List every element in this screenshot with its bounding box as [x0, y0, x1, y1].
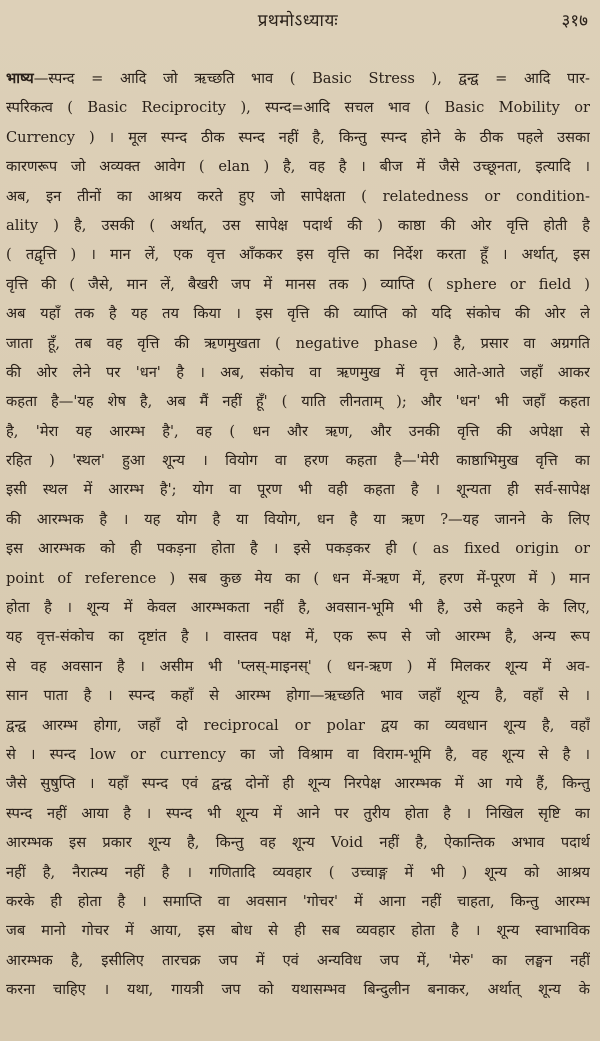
text-line: की आरम्भक है । यह योग है या वियोग, धन है या ऋण ?—यह जानने के लिए	[6, 510, 590, 528]
text-line: कहता है—'यह शेष है, अब मैं नहीं हूँ' ( याति लीनताम् ); और 'धन' भी जहाँ कहता	[6, 393, 590, 411]
page-header	[6, 4, 590, 40]
text-line: द्वन्द्व आरम्भ होगा, जहाँ दो reciprocal or polar द्वय का व्यवधान शून्य है, वहाँ	[6, 716, 590, 734]
text-line: वृत्ति की ( जैसे, मान लें, बैखरी जप में मानस तक ) व्याप्ति ( sphere or field )	[6, 275, 590, 293]
text-line: ality ) है, उसकी ( अर्थात्, उस सापेक्ष पदार्थ की ) काष्ठा की ओर वृत्ति होती है	[6, 216, 590, 234]
text-line: करना चाहिए । यथा, गायत्री जप को यथासम्भव बिन्दुलीन बनाकर, अर्थात् शून्य के	[6, 981, 590, 999]
text-line: यह वृत्त-संकोच का दृष्टांत है । वास्तव पक्ष में, एक रूप से जो आरम्भ है, अन्य रूप	[6, 628, 590, 646]
text-line: अब यहाँ तक है यह तय किया । इस वृत्ति की व्याप्ति को यदि संकोच की ओर ले	[6, 305, 590, 323]
text-line: नहीं है, नैरात्म्य नहीं है । गणितादि व्यवहार ( उच्चाङ्ग में भी ) शून्य को आश्रय	[6, 863, 590, 881]
text-line: आरम्भक है, इसीलिए तारचक्र जप में एवं अन्यविध जप में, 'मेरु' का लङ्घन नहीं	[6, 951, 590, 969]
text-line: से । स्पन्द low or currency का जो विश्राम वा विराम-भूमि है, वह शून्य से है ।	[6, 745, 590, 763]
text-line: Currency ) । मूल स्पन्द ठीक स्पन्द नहीं है, किन्तु स्पन्द होने के ठीक पहले उसका	[6, 128, 590, 146]
text-line: कारणरूप जो अव्यक्त आवेग ( elan ) है, वह है । बीज में जैसे उच्छूनता, इत्यादि ।	[6, 158, 590, 176]
text-line: करके ही होता है । समाप्ति वा अवसान 'गोचर' में आना नहीं चाहता, किन्तु आरम्भ	[6, 892, 590, 910]
text-line: सान पाता है । स्पन्द कहाँ से आरम्भ होगा—ऋच्छति भाव जहाँ शून्य है, वहाँ से ।	[6, 687, 590, 705]
running-head: प्रथमोऽध्यायः	[257, 11, 339, 31]
text-line: की ओर लेने पर 'धन' है । अब, संकोच वा ऋणमुख में वृत्त आते-आते जहाँ आकर	[6, 363, 590, 381]
body-text	[6, 64, 590, 1005]
text-line: है, 'मेरा यह आरम्भ है', वह ( धन और ऋण, और उनकी वृत्ति की अपेक्षा से	[6, 422, 590, 440]
text-line-content: —स्पन्द = आदि जो ऋच्छति भाव ( Basic Stress ), द्वन्द्व = आदि पार-	[33, 70, 590, 87]
page-number: ३१७	[561, 11, 588, 31]
text-line: रहित ) 'स्थल' हुआ शून्य । वियोग वा हरण कहता है—'मेरी काष्ठाभिमुख वृत्ति का	[6, 452, 590, 470]
text-line: जब मानो गोचर में आया, इस बोध से ही सब व्यवहार होता है । शून्य स्वाभाविक	[6, 922, 590, 940]
lead-word: भाष्य	[6, 70, 34, 87]
text-line: होता है । शून्य में केवल आरम्भकता नहीं है, अवसान-भूमि भी है, उसे कहने के लिए,	[6, 599, 590, 617]
text-line: से वह अवसान है । असीम भी 'प्लस्-माइनस्' ( धन-ऋण ) में मिलकर शून्य में अव-	[6, 657, 590, 675]
text-line: अब, इन तीनों का आश्रय करते हुए जो सापेक्षता ( relatedness or condition-	[6, 187, 590, 205]
text-line: ( तद्वृत्ति ) । मान लें, एक वृत्त आँककर इस वृत्ति का निर्देश करता हूँ । अर्थात्, इस	[6, 246, 590, 264]
text-line: स्पन्द नहीं आया है । स्पन्द भी शून्य में आने पर तुरीय होता है । निखिल सृष्टि का	[6, 804, 590, 822]
text-line: इस आरम्भक को ही पकड़ना होता है । इसे पकड़कर ही ( as fixed origin or	[6, 540, 590, 558]
text-line: स्परिकत्व ( Basic Reciprocity ), स्पन्द=आदि सचल भाव ( Basic Mobility or	[6, 99, 590, 117]
text-line: इसी स्थल में आरम्भ है'; योग वा पूरण भी वही कहता है । शून्यता ही सर्व-सापेक्ष	[6, 481, 590, 499]
text-line: आरम्भक इस प्रकार शून्य है, किन्तु वह शून्य Void नहीं है, ऐकान्तिक अभाव पदार्थ	[6, 834, 590, 852]
text-line: जैसे सुषुप्ति । यहाँ स्पन्द एवं द्वन्द्व दोनों ही शून्य निरपेक्ष आरम्भक में आ गये हैं, किन्तु	[6, 775, 590, 793]
text-line: जाता हूँ, तब वह वृत्ति की ऋणमुखता ( negative phase ) है, प्रसार वा अग्रगति	[6, 334, 590, 352]
text-line	[6, 64, 590, 93]
text-line: point of reference ) सब कुछ मेय का ( धन में-ऋण में, हरण में-पूरण में ) मान	[6, 569, 590, 587]
